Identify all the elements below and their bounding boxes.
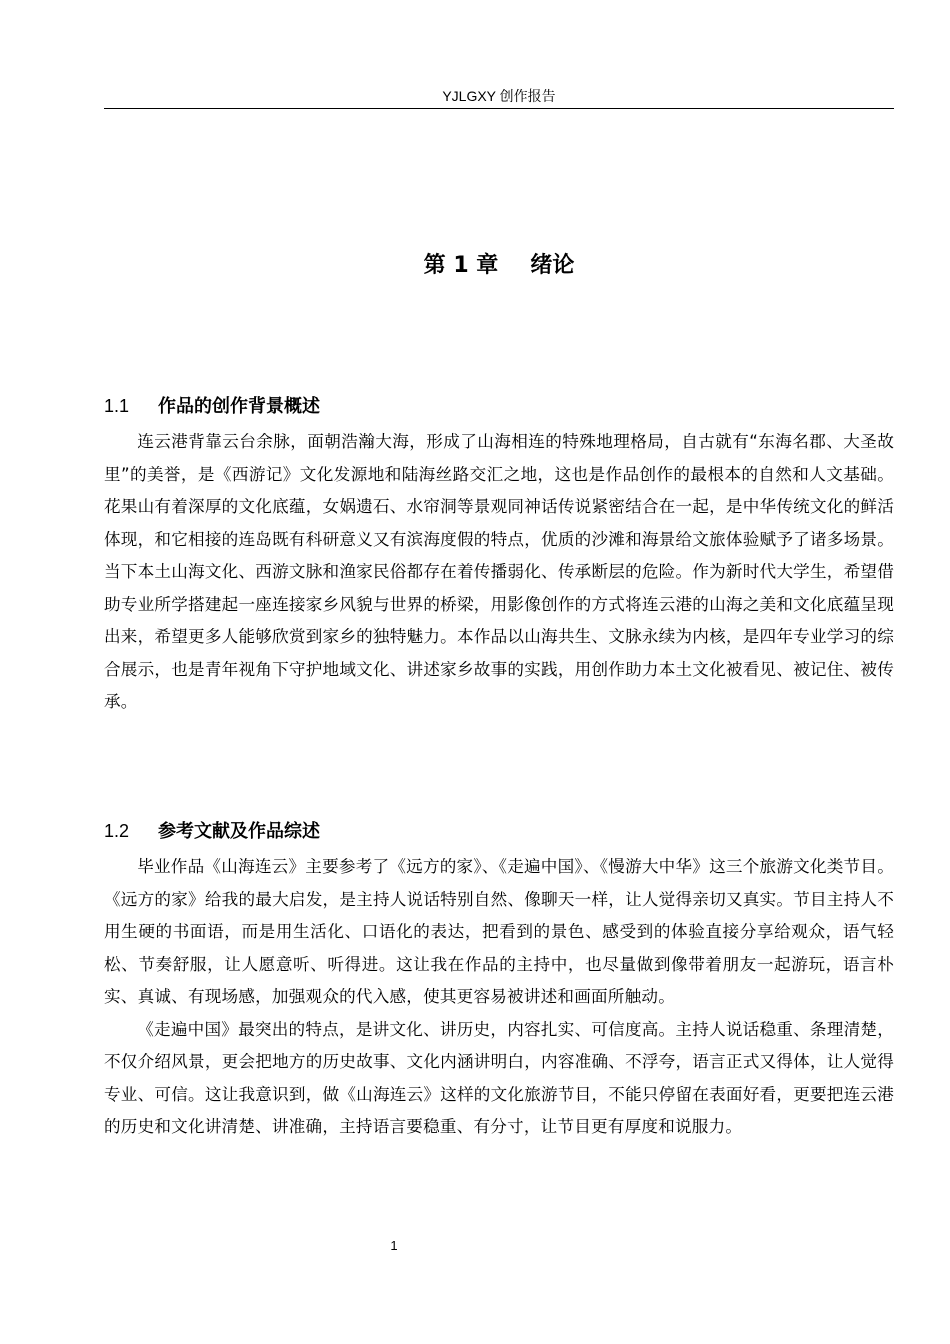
running-header [104, 86, 894, 106]
section-number: 1.2 [104, 821, 130, 841]
section-heading [104, 392, 894, 421]
chapter-number: 第 1 章 [423, 253, 499, 278]
page-number-text: 1 [390, 1238, 398, 1253]
section-body [104, 426, 894, 719]
chapter-title: 绪论 [530, 253, 575, 278]
running-header-title: YJLGXY 创作报告 [442, 88, 556, 104]
section-title: 作品的创作背景概述 [158, 396, 320, 417]
paragraph: 毕业作品《山海连云》主要参考了《远方的家》、《走遍中国》、《慢游大中华》这三个旅游文化类节目。《远方的家》给我的最大启发，是主持人说话特别自然、像聊天一样，让人觉得亲切又真实。节目主持人不用生硬的书面语，而是用生活化、口语化的表达，把看到的景色、感受到的体验直接分享给观众，语气轻松、节奏舒服，让人愿意听、听得进。这让我在作品的主持中，也尽量做到像带着朋友一起游玩，语言朴实、真诚、有现场感，加强观众的代入感，使其更容易被讲述和画面所触动。 [104, 857, 894, 1006]
section-title: 参考文献及作品综述 [158, 821, 320, 842]
section-number: 1.1 [104, 396, 130, 416]
page-number [104, 1236, 684, 1256]
section-1-1 [104, 392, 894, 719]
section-body [104, 851, 894, 1144]
section-1-2 [104, 817, 894, 1144]
section-heading [104, 817, 894, 846]
chapter-heading [104, 250, 894, 282]
paragraph: 《走遍中国》最突出的特点，是讲文化、讲历史，内容扎实、可信度高。主持人说话稳重、条理清楚，不仅介绍风景，更会把地方的历史故事、文化内涵讲明白，内容准确、不浮夸，语言正式又得体，让人觉得专业、可信。这让我意识到，做《山海连云》这样的文化旅游节目，不能只停留在表面好看，更要把连云港的历史和文化讲清楚、讲准确，主持语言要稳重、有分寸，让节目更有厚度和说服力。 [104, 1019, 894, 1136]
header-divider [104, 108, 894, 109]
paragraph: 连云港背靠云台余脉，面朝浩瀚大海，形成了山海相连的特殊地理格局，自古就有“东海名郡、大圣故里”的美誉，是《西游记》文化发源地和陆海丝路交汇之地，这也是作品创作的最根本的自然和人文基础。花果山有着深厚的文化底蕴，女娲遗石、水帘洞等景观同神话传说紧密结合在一起，是中华传统文化的鲜活体现，和它相接的连岛既有科研意义又有滨海度假的特点，优质的沙滩和海景给文旅体验赋予了诸多场景。当下本土山海文化、西游文脉和渔家民俗都存在着传播弱化、传承断层的危险。作为新时代大学生，希望借助专业所学搭建起一座连接家乡风貌与世界的桥梁，用影像创作的方式将连云港的山海之美和文化底蕴呈现出来，希望更多人能够欣赏到家乡的独特魅力。本作品以山海共生、文脉永续为内核，是四年专业学习的综合展示，也是青年视角下守护地域文化、讲述家乡故事的实践，用创作助力本土文化被看见、被记住、被传承。 [104, 432, 894, 711]
